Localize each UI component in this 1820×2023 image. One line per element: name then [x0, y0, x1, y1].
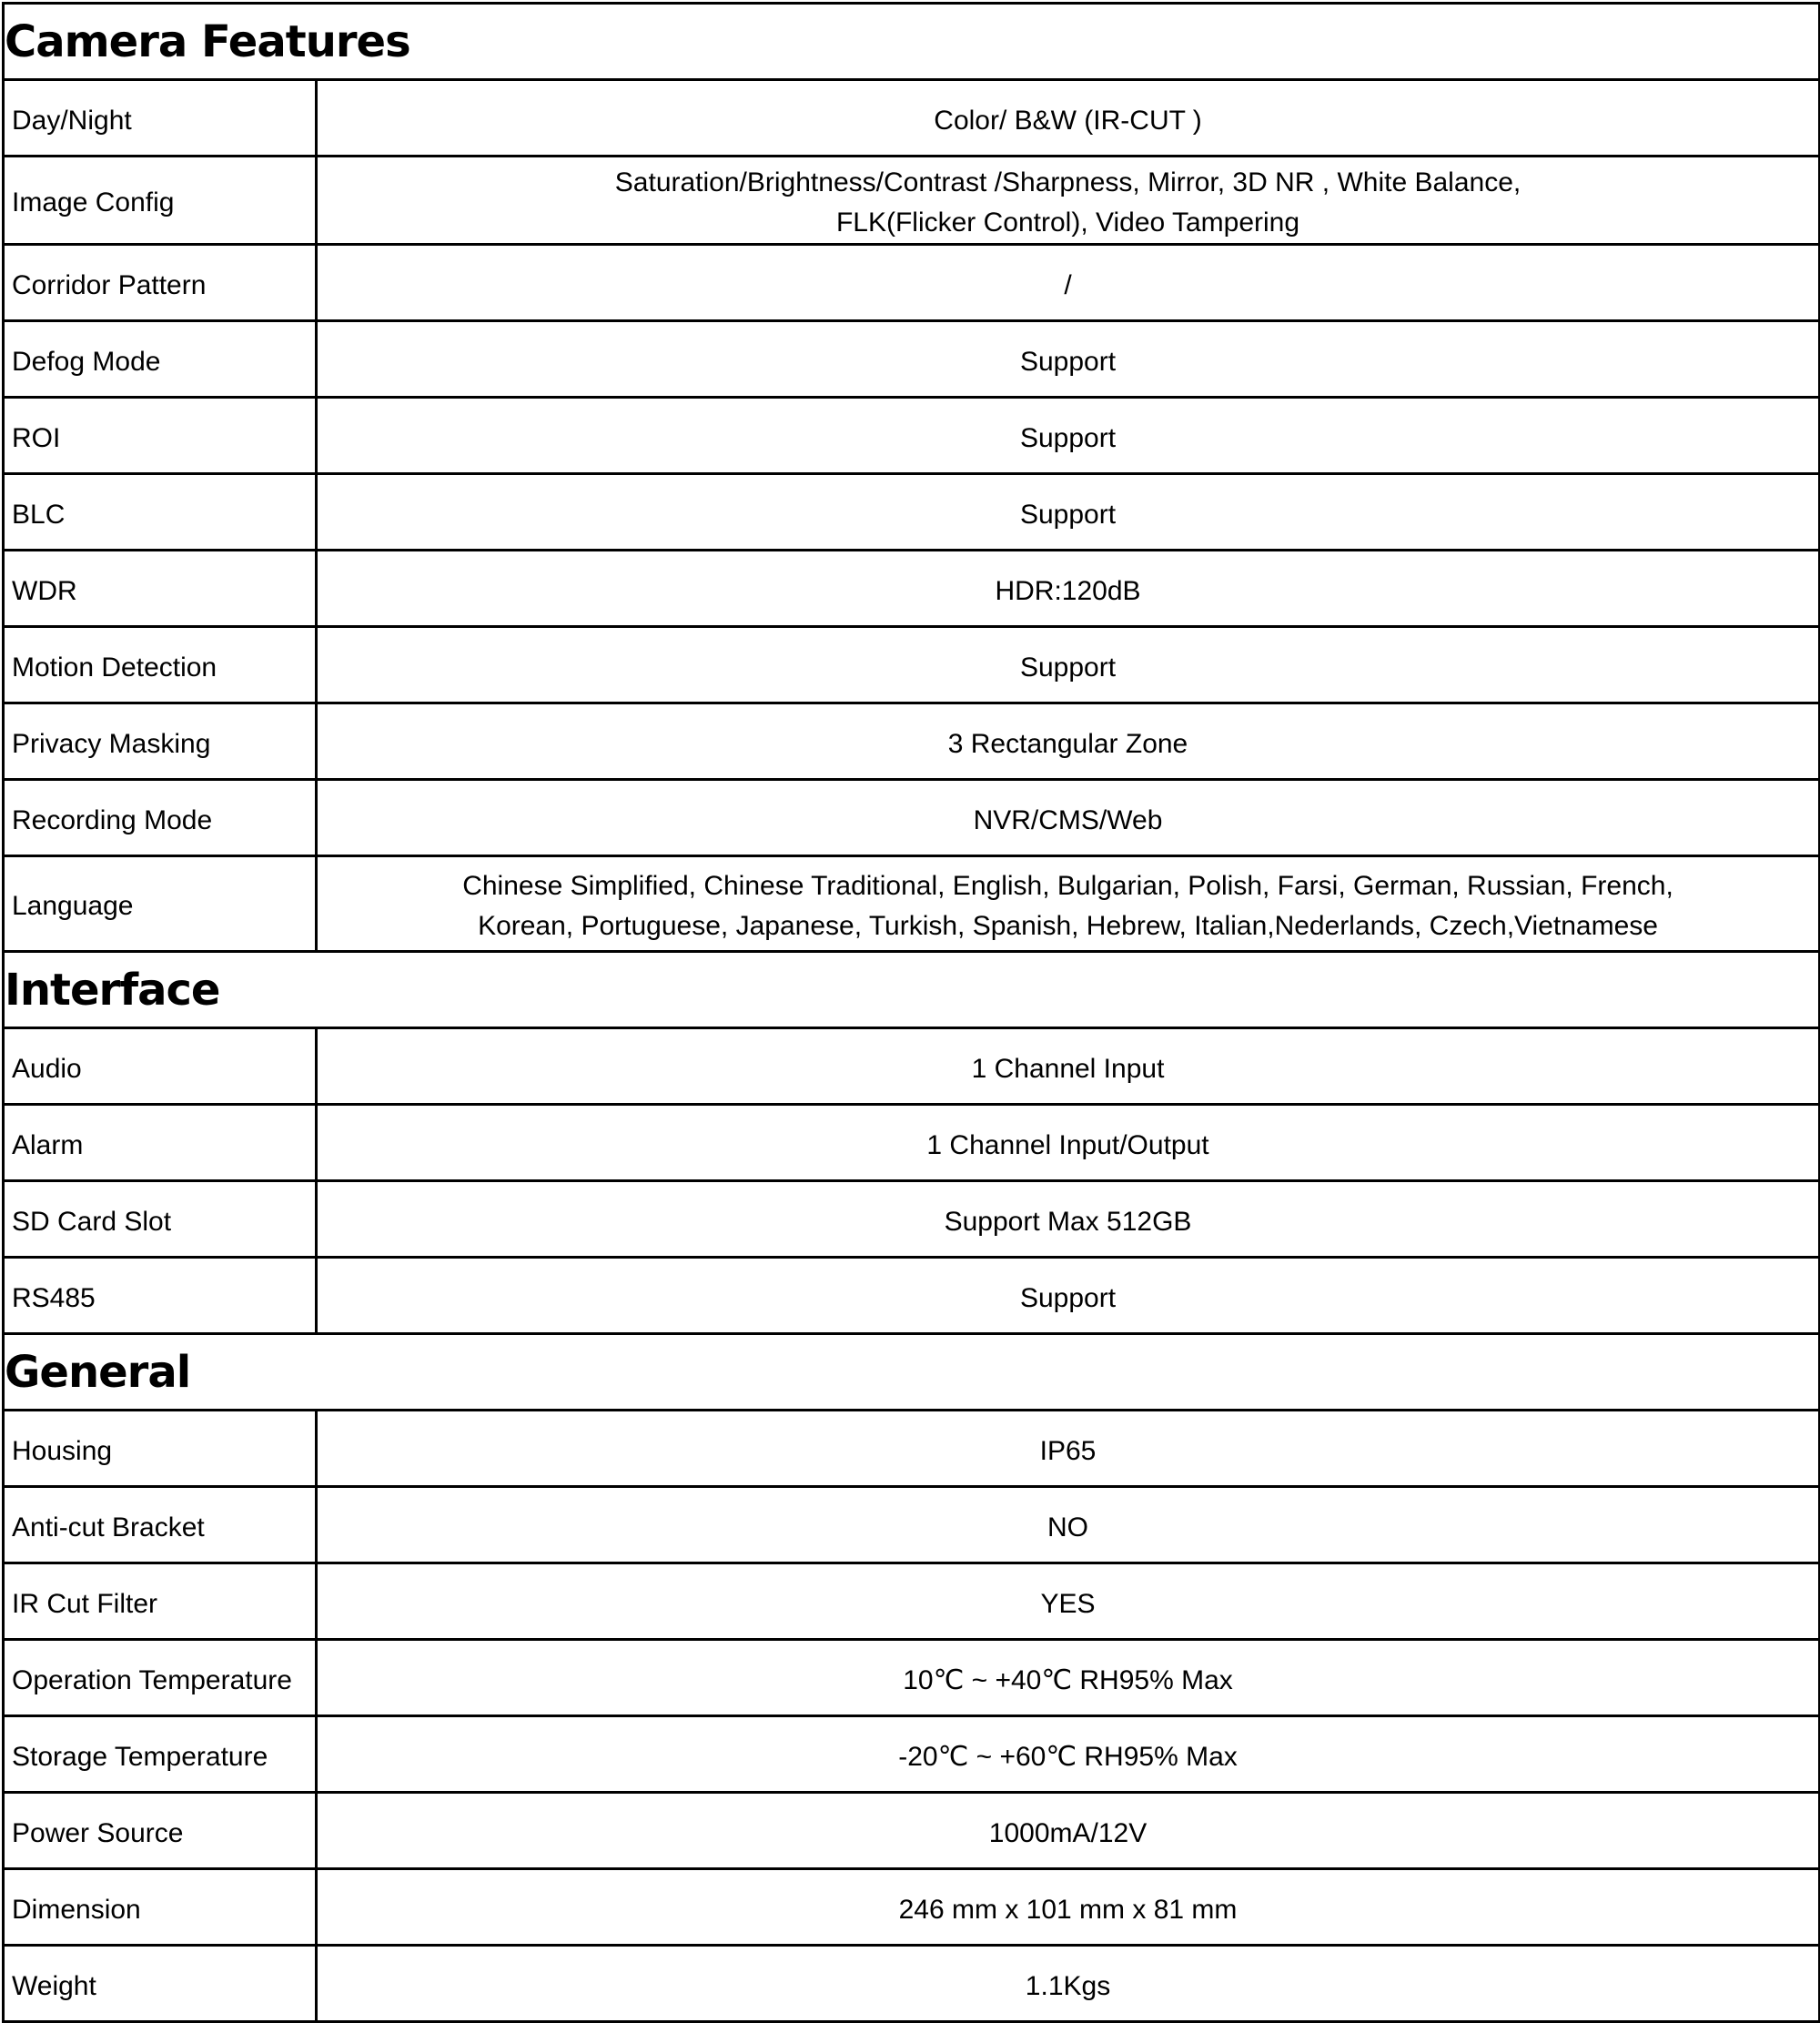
spec-label: Alarm [4, 1105, 317, 1181]
spec-value [317, 1258, 1820, 1334]
spec-value-line: IP65 [1039, 1435, 1097, 1466]
spec-label: RS485 [4, 1258, 317, 1334]
section-header-row [4, 952, 1820, 1028]
spec-value [317, 398, 1820, 474]
spec-row-blc [4, 474, 1820, 551]
spec-value [317, 856, 1820, 952]
spec-value [317, 627, 1820, 703]
spec-value-line: Support Max 512GB [944, 1206, 1192, 1237]
spec-row-ir-cut-filter [4, 1563, 1820, 1640]
spec-row-sd-card-slot [4, 1181, 1820, 1258]
spec-value-line: Saturation/Brightness/Contrast /Sharpness, Mirror, 3D NR , White Balance, [614, 167, 1522, 197]
spec-value-line: NVR/CMS/Web [973, 804, 1163, 835]
spec-label: Audio [4, 1028, 317, 1105]
spec-value-line: 1 Channel Input [971, 1053, 1165, 1084]
spec-value-line: 1.1Kgs [1025, 1970, 1111, 2001]
spec-value-line: 1000mA/12V [988, 1817, 1148, 1848]
spec-value [317, 703, 1820, 780]
spec-value-line: Support [1019, 652, 1117, 683]
section-title: General [4, 1334, 1820, 1411]
spec-value-line: 10℃ ~ +40℃ RH95% Max [903, 1664, 1233, 1695]
spec-value [317, 1869, 1820, 1946]
spec-row-day-night [4, 80, 1820, 157]
section-header-row [4, 4, 1820, 80]
spec-value-line: Support [1019, 422, 1117, 453]
spec-label: IR Cut Filter [4, 1563, 317, 1640]
spec-label: Operation Temperature [4, 1640, 317, 1716]
spec-value-line: HDR:120dB [995, 575, 1141, 606]
spec-row-privacy-masking [4, 703, 1820, 780]
spec-value [317, 474, 1820, 551]
spec-label: ROI [4, 398, 317, 474]
spec-value-line: NO [1047, 1512, 1088, 1543]
spec-label: SD Card Slot [4, 1181, 317, 1258]
spec-value [317, 1487, 1820, 1563]
spec-label: Storage Temperature [4, 1716, 317, 1793]
spec-row-audio [4, 1028, 1820, 1105]
spec-row-recording-mode [4, 780, 1820, 856]
spec-value [317, 157, 1820, 245]
spec-value-line: FLK(Flicker Control), Video Tampering [835, 207, 1300, 238]
spec-value-line: YES [1040, 1588, 1096, 1619]
spec-value [317, 1105, 1820, 1181]
spec-label: BLC [4, 474, 317, 551]
section-title: Camera Features [4, 4, 1820, 80]
spec-row-language [4, 856, 1820, 952]
spec-label: Power Source [4, 1793, 317, 1869]
spec-value [317, 1181, 1820, 1258]
spec-value [317, 1793, 1820, 1869]
spec-label: Recording Mode [4, 780, 317, 856]
section-header-row [4, 1334, 1820, 1411]
spec-value [317, 245, 1820, 321]
spec-row-image-config [4, 157, 1820, 245]
spec-label: Privacy Masking [4, 703, 317, 780]
spec-value-line: 1 Channel Input/Output [926, 1129, 1209, 1160]
spec-row-motion-detection [4, 627, 1820, 703]
spec-row-roi [4, 398, 1820, 474]
spec-label: Defog Mode [4, 321, 317, 398]
spec-value-line: Support [1019, 499, 1117, 530]
spec-value-line: Support [1019, 346, 1117, 377]
spec-label: Motion Detection [4, 627, 317, 703]
spec-label: Dimension [4, 1869, 317, 1946]
spec-value [317, 551, 1820, 627]
spec-row-power-source [4, 1793, 1820, 1869]
spec-value [317, 1563, 1820, 1640]
section-title: Interface [4, 952, 1820, 1028]
spec-value [317, 80, 1820, 157]
spec-row-weight [4, 1946, 1820, 2022]
spec-label: Corridor Pattern [4, 245, 317, 321]
spec-value [317, 1411, 1820, 1487]
spec-row-alarm [4, 1105, 1820, 1181]
spec-row-housing [4, 1411, 1820, 1487]
spec-value [317, 1716, 1820, 1793]
spec-row-operation-temperature [4, 1640, 1820, 1716]
spec-table-body [4, 4, 1820, 2022]
spec-row-defog-mode [4, 321, 1820, 398]
spec-label: Day/Night [4, 80, 317, 157]
spec-value-line: 3 Rectangular Zone [947, 728, 1188, 759]
spec-value [317, 1640, 1820, 1716]
spec-row-anti-cut-bracket [4, 1487, 1820, 1563]
spec-value [317, 1946, 1820, 2022]
spec-label: Language [4, 856, 317, 952]
spec-row-storage-temperature [4, 1716, 1820, 1793]
spec-row-rs485 [4, 1258, 1820, 1334]
spec-value [317, 321, 1820, 398]
spec-label: WDR [4, 551, 317, 627]
spec-value [317, 780, 1820, 856]
spec-row-corridor-pattern [4, 245, 1820, 321]
spec-value-line: Korean, Portuguese, Japanese, Turkish, Spanish, Hebrew, Italian,Nederlands, Czech,Vietnamese [478, 911, 1658, 941]
spec-row-dimension [4, 1869, 1820, 1946]
spec-row-wdr [4, 551, 1820, 627]
spec-value [317, 1028, 1820, 1105]
spec-value-line: / [1064, 269, 1072, 300]
spec-value-line: Chinese Simplified, Chinese Traditional, English, Bulgarian, Polish, Farsi, German, Russian, French, [462, 871, 1673, 901]
spec-value-line: Color/ B&W (IR-CUT ) [934, 105, 1202, 136]
spec-label: Weight [4, 1946, 317, 2022]
spec-value-line: 246 mm x 101 mm x 81 mm [898, 1894, 1238, 1925]
spec-label: Anti-cut Bracket [4, 1487, 317, 1563]
spec-value-line: -20℃ ~ +60℃ RH95% Max [898, 1741, 1238, 1772]
spec-label: Image Config [4, 157, 317, 245]
spec-table [2, 2, 1820, 2023]
spec-value-line: Support [1019, 1282, 1117, 1313]
spec-label: Housing [4, 1411, 317, 1487]
